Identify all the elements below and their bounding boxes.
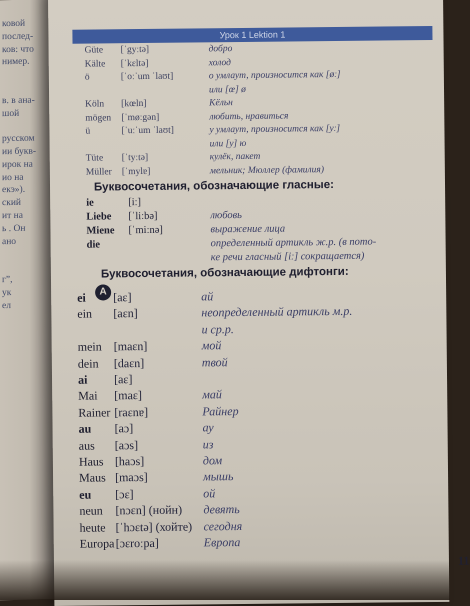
section-title-vowels: Буквосочетания, обозначающие гласные: [94,179,334,194]
vocab-transcription: [ˈuːˈum ˈlaʊt] [121,126,174,137]
vocab-word: Köln [85,99,104,109]
vocab-translation: девять [203,502,239,517]
vocab-translation: ке речи гласный [iː] сокращается) [211,251,365,264]
left-page-line [2,260,54,274]
vocab-word: ein [77,307,92,322]
left-page-line: ук [2,286,54,300]
vocab-word: Miene [86,225,114,236]
vocab-transcription: [ˈmiːnə] [128,225,163,236]
vocab-word: au [78,422,91,437]
vocab-translation: ой [203,486,215,501]
left-page-line [2,68,54,82]
vocab-word: aus [79,438,95,453]
vocab-transcription: [ɔɛroːpa] [116,536,159,551]
audio-icon[interactable]: A [95,284,111,300]
vocab-transcription: [maɛ] [114,388,142,403]
left-page-line [2,248,54,262]
vocab-transcription: [aɛ] [114,372,133,387]
left-page-line: русском [2,132,54,146]
vocab-translation: Кёльн [209,98,233,108]
left-page-line: ио на [2,171,54,185]
vocab-transcription: [raɛnɐ] [114,405,148,420]
vocab-transcription: [ˈmylɐ] [122,166,151,176]
vocab-word: heute [80,520,106,535]
vocab-translation: май [202,388,222,403]
vocab-translation: мельник; Мюллер (фамилия) [210,165,324,176]
left-page-line [2,81,54,95]
vocab-transcription: [maɔs] [115,470,148,485]
vocab-translation: любовь [210,210,242,221]
left-page-line: ит на [2,209,54,223]
vocab-transcription: [kœln] [121,99,146,109]
vocab-word: ö [85,73,90,83]
vocab-transcription: [ˈhɔɛtə] (хойте) [116,519,193,535]
vocab-translation: добро [209,44,233,54]
left-page-text [2,17,54,312]
vocab-translation: у умлаут, произносится как [yː] [209,124,340,135]
vocab-word: die [87,239,101,250]
vocab-translation: мышь [203,469,233,484]
vocab-word: Mai [78,389,97,404]
vocab-translation: ай [201,289,213,304]
vocab-transcription: [nɔɛn] (нойн) [115,503,182,519]
vocab-word: ei [77,291,86,306]
vocab-word: Maus [79,471,106,486]
vocab-word: Tüte [86,153,104,163]
vocab-translation: и ср.р. [201,322,233,337]
left-page-line: г”, [2,273,54,287]
vocab-translation: Райнер [202,404,238,419]
vocab-translation: из [203,437,214,452]
vocab-transcription: [ˈliːbə] [128,211,157,222]
vocab-translation: неопределенный артикль м.р. [201,304,352,321]
left-page-line: ский [2,196,54,210]
section-title-diphthongs: Буквосочетания, обозначающие дифтонги: [101,266,349,281]
vocab-transcription: [ˈkɛltə] [121,58,149,68]
vocab-translation: или [y] ю [210,138,247,148]
left-page-line: послед- [2,30,54,44]
vocab-word: neun [79,504,102,519]
vocab-transcription: [ˈgyːtə] [121,45,150,55]
vocab-translation: или [œ] ø [209,84,246,94]
vocab-transcription: [haɔs] [115,454,144,469]
vocab-word: Haus [79,454,104,469]
right-page [48,0,449,606]
left-page-line: ков: что [2,43,54,57]
vocab-word: Güte [85,45,104,55]
left-page-line: в. в ана- [2,94,54,108]
left-page-line: шой [2,107,54,121]
left-page-line: ирок на [2,158,54,172]
vocab-word: Müller [86,167,112,177]
vocab-transcription: [aɛ] [113,290,132,305]
vocab-word: ai [78,373,88,388]
left-page-line: нимер. [2,56,54,70]
vocab-word: mögen [85,113,111,123]
vocab-word: ü [85,127,90,137]
vocab-translation: о умлаут, произносится как [øː] [209,70,341,81]
vocab-translation: кулёк, пакет [210,152,261,163]
left-page-line: екэ»). [2,184,54,198]
vocab-word: dein [78,356,99,371]
vocab-translation: дом [203,453,222,468]
vocab-word: Europa [80,536,115,551]
vocab-translation: сегодня [204,519,243,534]
vocab-transcription: [maɛn] [114,339,148,354]
vocab-word: eu [79,487,91,502]
vocab-translation: любить, нравиться [209,111,288,122]
vocab-translation: выражение лица [210,224,285,236]
vocab-transcription: [ˈtyːtə] [122,153,148,163]
vocab-transcription: [aɛn] [113,306,138,321]
vocab-translation: мой [202,338,222,353]
vocab-word: Liebe [86,211,111,222]
vocab-transcription: [ɔɛ] [115,487,134,502]
page-header: Урок 1 Lektion 1 [72,26,432,44]
vocab-translation: Европа [204,535,241,550]
vocab-transcription: [ˈmøːgən] [121,112,159,122]
left-page-line [2,120,54,134]
vocab-word: Kälte [85,59,106,69]
vocab-translation: определенный артикль ж.р. (в пото- [211,237,377,250]
vocab-translation: ау [202,420,213,435]
vocab-translation: твой [202,355,228,370]
vocab-translation: холод [209,58,231,68]
vocab-transcription: [ˈoːˈum ˈlaʊt] [121,72,174,83]
vocab-word: Rainer [78,405,110,420]
vocab-transcription: [aɔ] [114,421,133,436]
left-page-line: ковой [2,17,54,31]
vocab-word: mein [78,340,102,355]
vocab-transcription: [daɛn] [114,356,145,371]
left-page-line: ано [2,235,54,249]
vocab-word: ie [86,198,94,209]
left-page-line: ь . Он [2,222,54,236]
vocab-transcription: [iː] [128,197,141,208]
page-number: 11 [458,554,470,569]
left-page [0,0,55,601]
left-page-line: ии букв- [2,145,54,159]
vocab-transcription: [aɔs] [115,438,138,453]
left-page-line: ел [2,299,54,313]
